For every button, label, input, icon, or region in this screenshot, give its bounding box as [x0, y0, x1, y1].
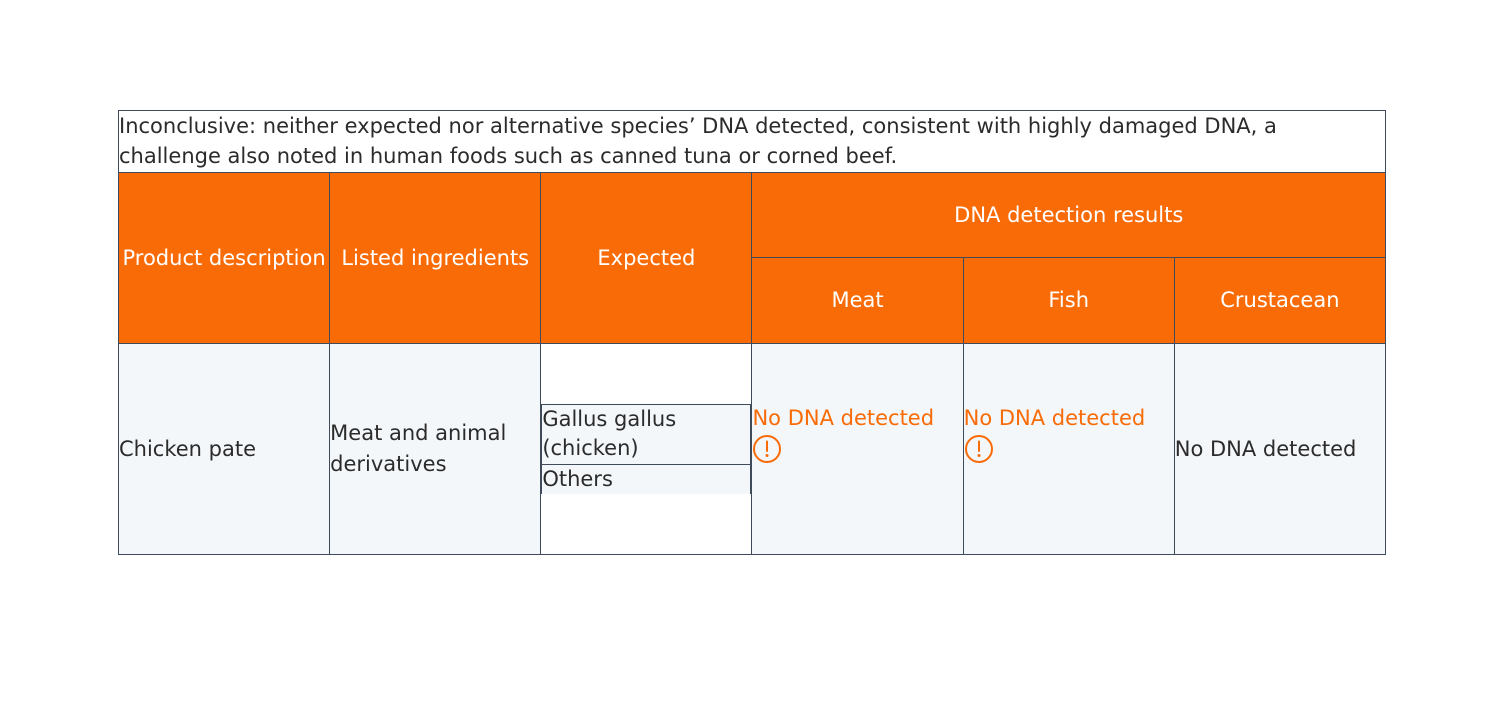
- header-expected: Expected: [541, 172, 752, 343]
- cell-product-description: Chicken pate: [119, 343, 330, 554]
- expected-species-others: Others: [542, 464, 751, 494]
- table-row: [119, 343, 1386, 554]
- result-meat-wrapper: [752, 403, 962, 494]
- inconclusive-note-cell: [119, 111, 1386, 173]
- header-listed-ingredients: Listed ingredients: [330, 172, 541, 343]
- expected-subrow-primary: [542, 404, 751, 464]
- alert-circle-icon: [752, 434, 962, 464]
- cell-result-meat: [752, 343, 963, 554]
- cell-expected: [541, 343, 752, 554]
- header-row-primary: [119, 172, 1386, 258]
- result-fish-wrapper: [964, 403, 1174, 494]
- result-meat-text: No DNA detected: [752, 406, 935, 431]
- header-meat: Meat: [752, 258, 963, 344]
- note-row: [119, 111, 1386, 173]
- alert-circle-icon: [964, 434, 1174, 464]
- expected-species-primary: Gallus gallus (chicken): [542, 404, 751, 464]
- cell-listed-ingredients: Meat and animal derivatives: [330, 343, 541, 554]
- expected-subtable: [541, 404, 751, 494]
- header-dna-detection-results: DNA detection results: [752, 172, 1386, 258]
- expected-subrow-others: [542, 464, 751, 494]
- cell-result-crustacean: [1174, 343, 1385, 554]
- dna-results-table: [118, 110, 1386, 555]
- results-table-container: [118, 110, 1386, 555]
- header-crustacean: Crustacean: [1174, 258, 1385, 344]
- cell-result-fish: [963, 343, 1174, 554]
- header-fish: Fish: [963, 258, 1174, 344]
- inconclusive-note-text: Inconclusive: neither expected nor alternative species’ DNA detected, consistent with highly damaged DNA, a challenge also noted in human foods such as canned tuna or corned beef.: [119, 114, 1277, 169]
- result-crustacean-text: No DNA detected: [1174, 436, 1357, 461]
- header-product-description: Product description: [119, 172, 330, 343]
- result-fish-text: No DNA detected: [963, 406, 1146, 431]
